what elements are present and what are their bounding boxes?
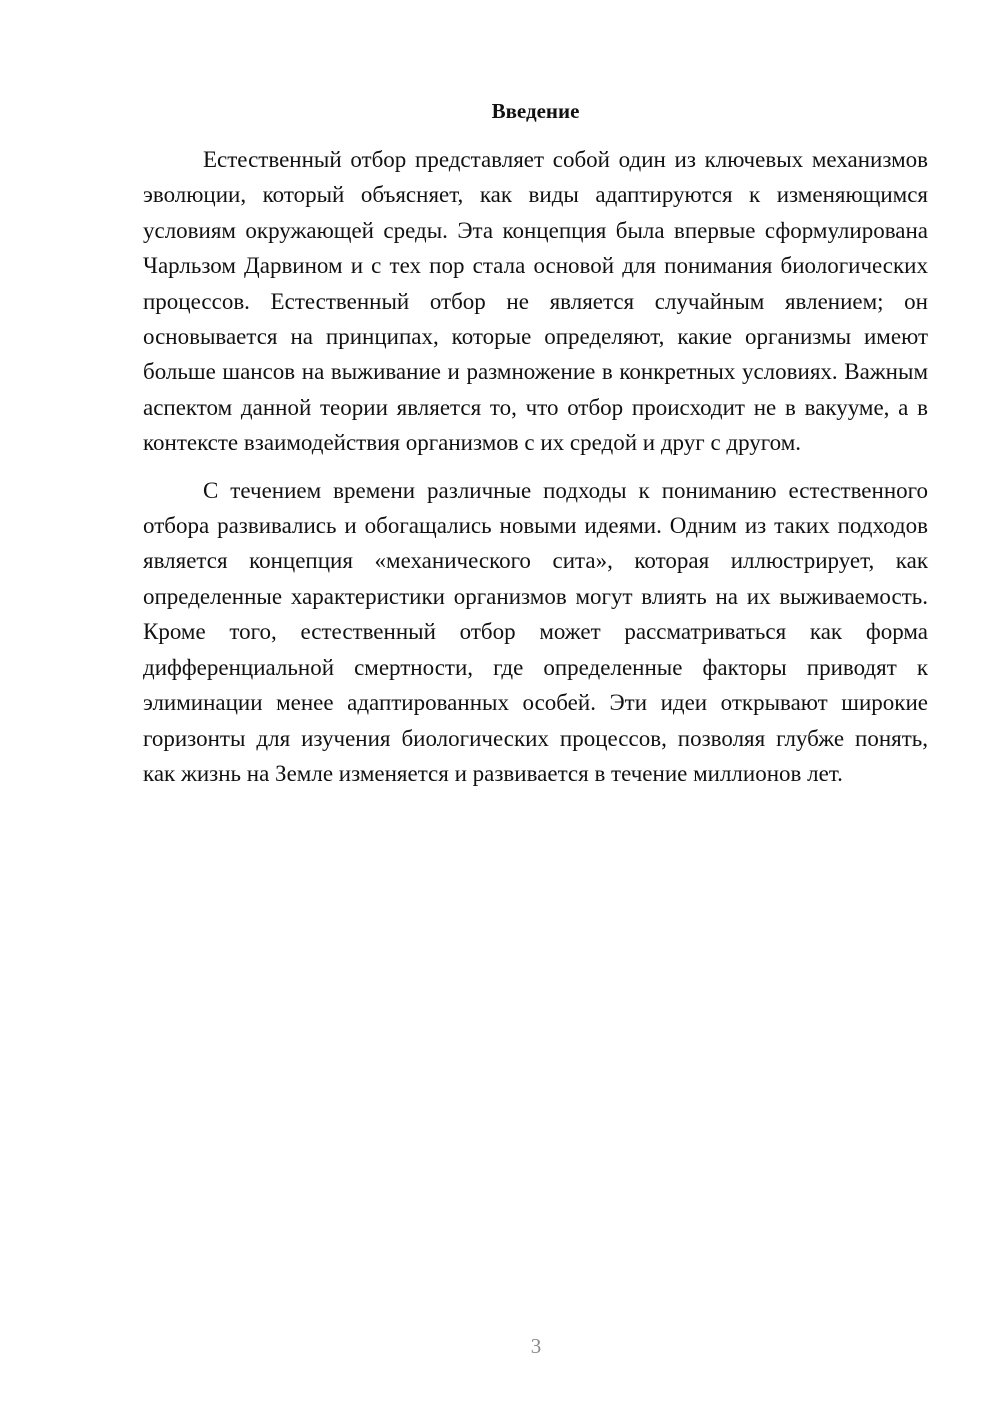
- paragraph-2: С течением времени различные подходы к пониманию естественного отбора развивались и обогащались новыми идеями. Одним из таких подходов является концепция «механического сита», которая иллюстрирует, как определенные характеристики организмов могут влиять на их выживаемость. Кроме того, естественный отбор может рассматриваться как форма дифференциальной смертности, где определенные факторы приводят к элиминации менее адаптированных особей. Эти идеи открывают широкие горизонты для изучения биологических процессов, позволяя глубже понять, как жизнь на Земле изменяется и развивается в течение миллионов лет.: [143, 477, 928, 786]
- paragraph-1: Естественный отбор представляет собой один из ключевых механизмов эволюции, который объясняет, как виды адаптируются к изменяющимся условиям окружающей среды. Эта концепция была впервые сформулирована Чарльзом Дарвином и с тех пор стала основой для понимания биологических процессов. Естественный отбор не является случайным явлением; он основывается на принципах, которые определяют, какие организмы имеют больше шансов на выживание и размножение в конкретных условиях. Важным аспектом данной теории является то, что отбор происходит не в вакууме, а в контексте взаимодействия организмов с их средой и друг с другом.: [143, 147, 928, 456]
- section-title: Введение: [491, 99, 580, 123]
- body-text: [143, 142, 928, 791]
- page-number: 3: [530, 1334, 542, 1358]
